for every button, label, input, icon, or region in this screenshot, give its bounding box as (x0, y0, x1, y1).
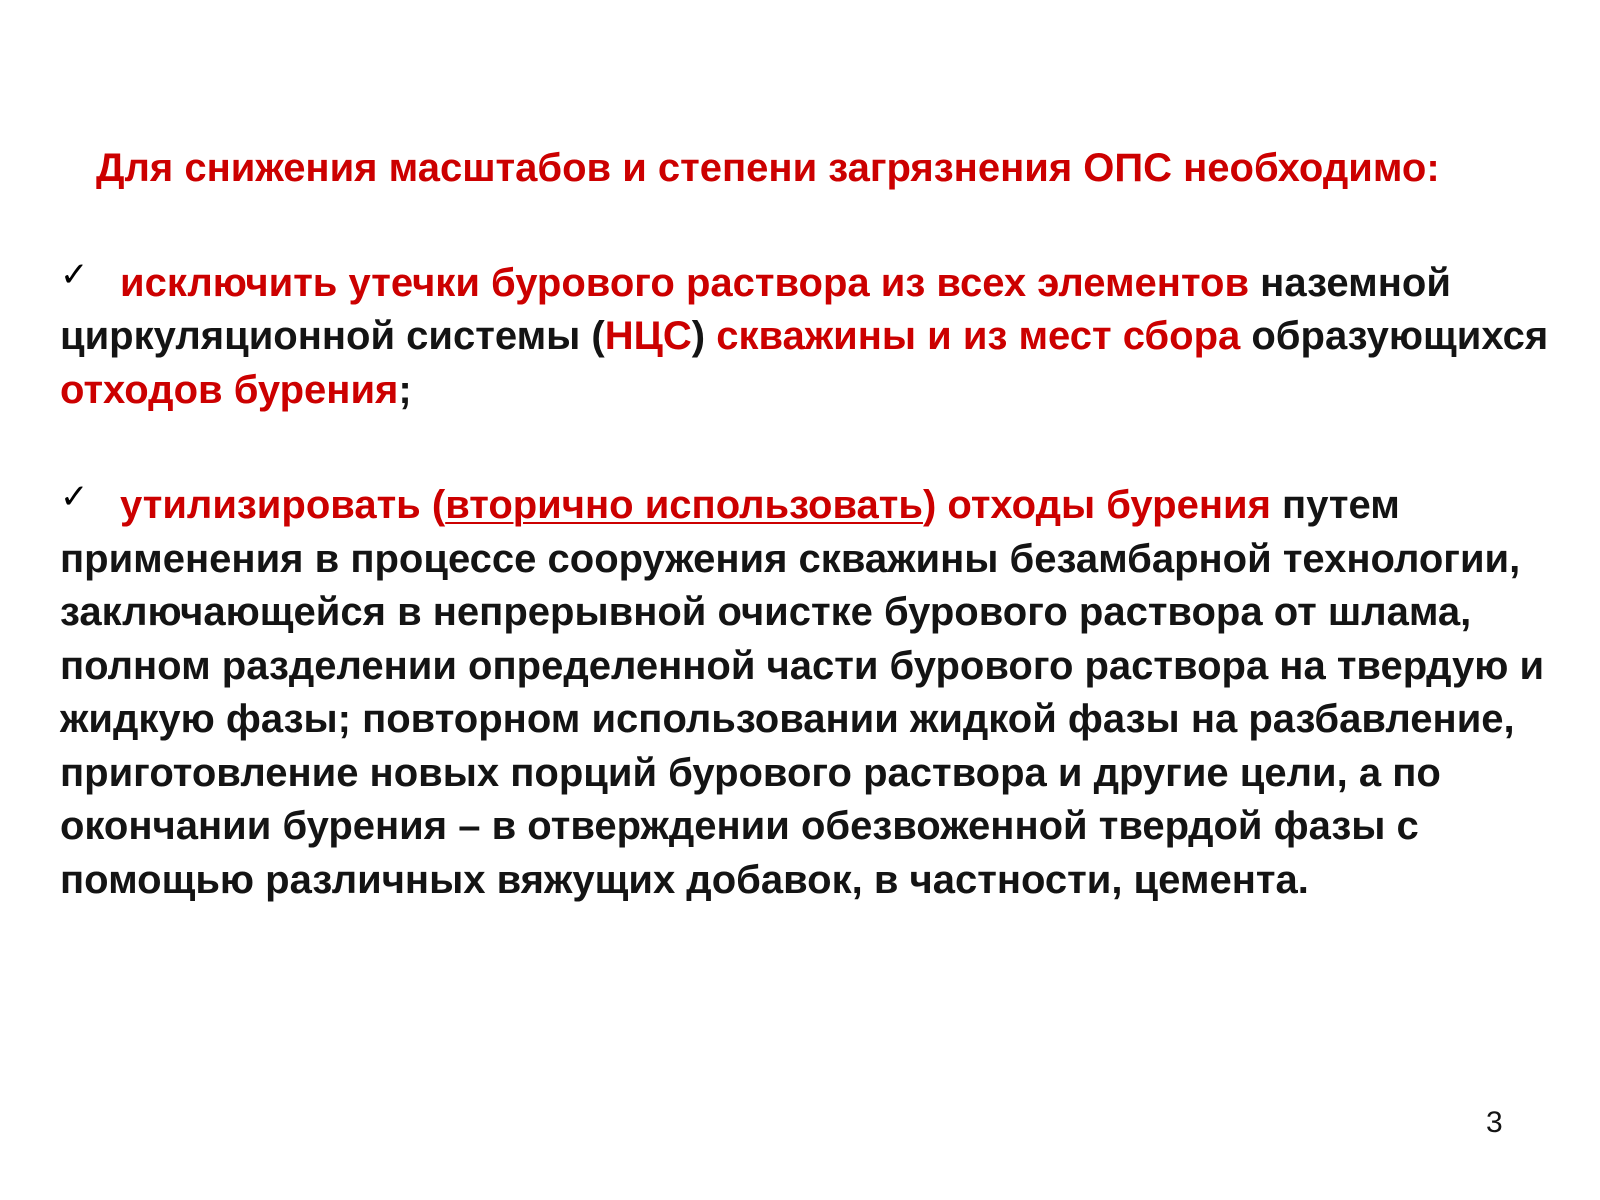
item2-text-3: путем применения в процессе сооружения скважины безамбарной технологии, заключающейся в непрерывной очистке бурового раствора от шлама, полном разделении определенной части бурового раствора на твердую и жидкую фазы; повторном использовании жидкой фазы на разбавление, приготовление новых порций бурового раствора и другие цели, а по окончании бурения – в отверждении обезвоженной твердой фазы с помощью различных вяжущих добавок, в частности, цемента. (60, 483, 1545, 902)
slide-content (60, 142, 1550, 907)
item1-text-6: отходов бурения (60, 367, 399, 412)
checkmark-icon: ✓ (60, 254, 89, 295)
item1-text-7: ; (398, 367, 412, 412)
item2-text-1: утилизировать ( (120, 483, 446, 527)
checkmark-icon: ✓ (60, 477, 89, 517)
item1-text-1: исключить утечки бурового раствора из всех элементов (120, 260, 1250, 305)
item1-text-5: образующихся (1251, 314, 1549, 358)
item2-text-2: ) отходы бурения (922, 483, 1271, 527)
item2-underlined: вторично использовать (445, 483, 923, 527)
bullet-item-2 (60, 471, 1550, 907)
item1-text-3: ) (691, 314, 706, 358)
item1-abbr: НЦС (604, 314, 692, 358)
item1-text-4: скважины и из мест сбора (716, 314, 1241, 358)
item1-text-2: наземной циркуляционной системы ( (60, 260, 1451, 358)
intro-heading: Для снижения масштабов и степени загрязнения ОПС необходимо: (96, 146, 1440, 190)
page-number: 3 (1486, 1106, 1503, 1139)
bullet-item-1 (60, 249, 1550, 418)
